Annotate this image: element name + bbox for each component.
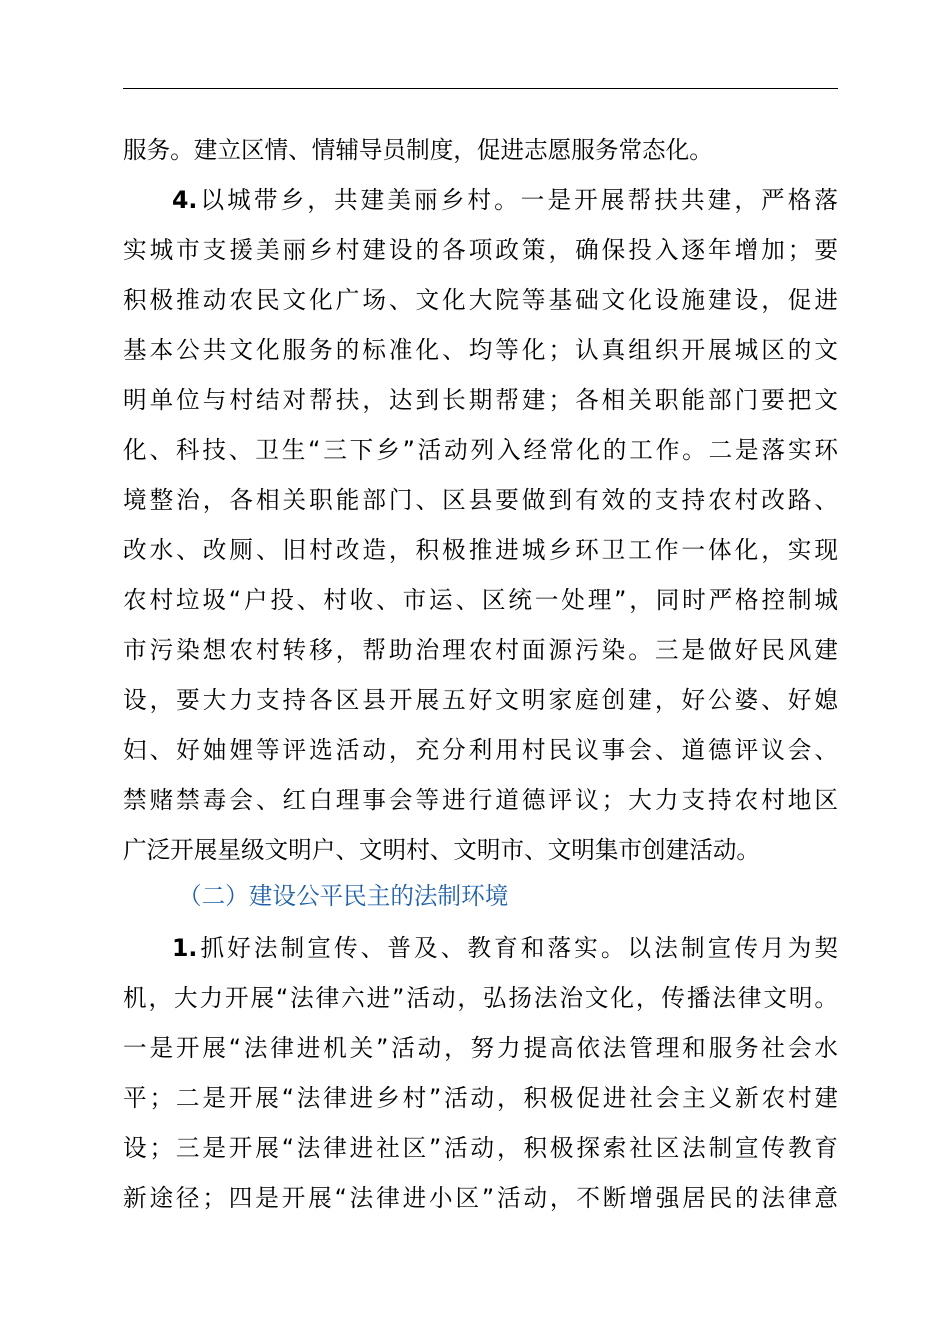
text-line: 设；三是开展“法律进社区”活动，积极探索社区法制宣传教育 [123,1134,838,1162]
text-line: 设，要大力支持各区县开展五好文明家庭创建，好公婆、好媳 [123,686,838,714]
text-line: 一是开展“法律进机关”活动，努力提高依法管理和服务社会水 [123,1034,838,1062]
text-line: 基本公共文化服务的标准化、均等化；认真组织开展城区的文 [123,336,838,364]
text-line: 明单位与村结对帮扶，达到长期帮建；各相关职能部门要把文 [123,386,838,414]
text-line: 禁赌禁毒会、红白理事会等进行道德评议；大力支持农村地区 [123,786,838,814]
text-line: 农村垃圾“户投、村收、市运、区统一处理”，同时严格控制城 [123,586,838,614]
text-line: 实城市支援美丽乡村建设的各项政策，确保投入逐年增加；要 [123,236,838,264]
text-line: 平；二是开展“法律进乡村”活动，积极促进社会主义新农村建 [123,1084,838,1112]
text-line: 广泛开展星级文明户、文明村、文明市、文明集市创建活动。 [123,836,761,864]
text-line: 积极推动农民文化广场、文化大院等基础文化设施建设，促进 [123,286,838,314]
text-line: 抓好法制宣传、普及、教育和落实。以法制宣传月为契 [197,934,838,962]
item-number: 4. [172,186,198,214]
section-subheading: （二）建设公平民主的法制环境 [178,882,509,910]
paragraph-item-4-first-line [172,180,838,220]
item-number: 1. [172,934,198,962]
text-line: 境整治，各相关职能部门、区县要做到有效的支持农村改路、 [123,486,838,514]
paragraph-item-1-first-line [172,928,838,968]
text-line: 以城带乡，共建美丽乡村。一是开展帮扶共建，严格落 [197,186,838,214]
text-line: 妇、好妯娌等评选活动，充分利用村民议事会、道德评议会、 [123,736,838,764]
text-line: 化、科技、卫生“三下乡”活动列入经常化的工作。二是落实环 [123,436,838,464]
header-rule [123,88,838,89]
text-line: 服务。建立区情、情辅导员制度，促进志愿服务常态化。 [123,136,713,164]
text-line: 机，大力开展“法律六进”活动，弘扬法治文化，传播法律文明。 [123,984,838,1012]
text-line: 新途径；四是开展“法律进小区”活动，不断增强居民的法律意 [123,1184,838,1212]
text-line: 市污染想农村转移，帮助治理农村面源污染。三是做好民风建 [123,636,838,664]
text-line: 改水、改厕、旧村改造，积极推进城乡环卫工作一体化，实现 [123,536,838,564]
